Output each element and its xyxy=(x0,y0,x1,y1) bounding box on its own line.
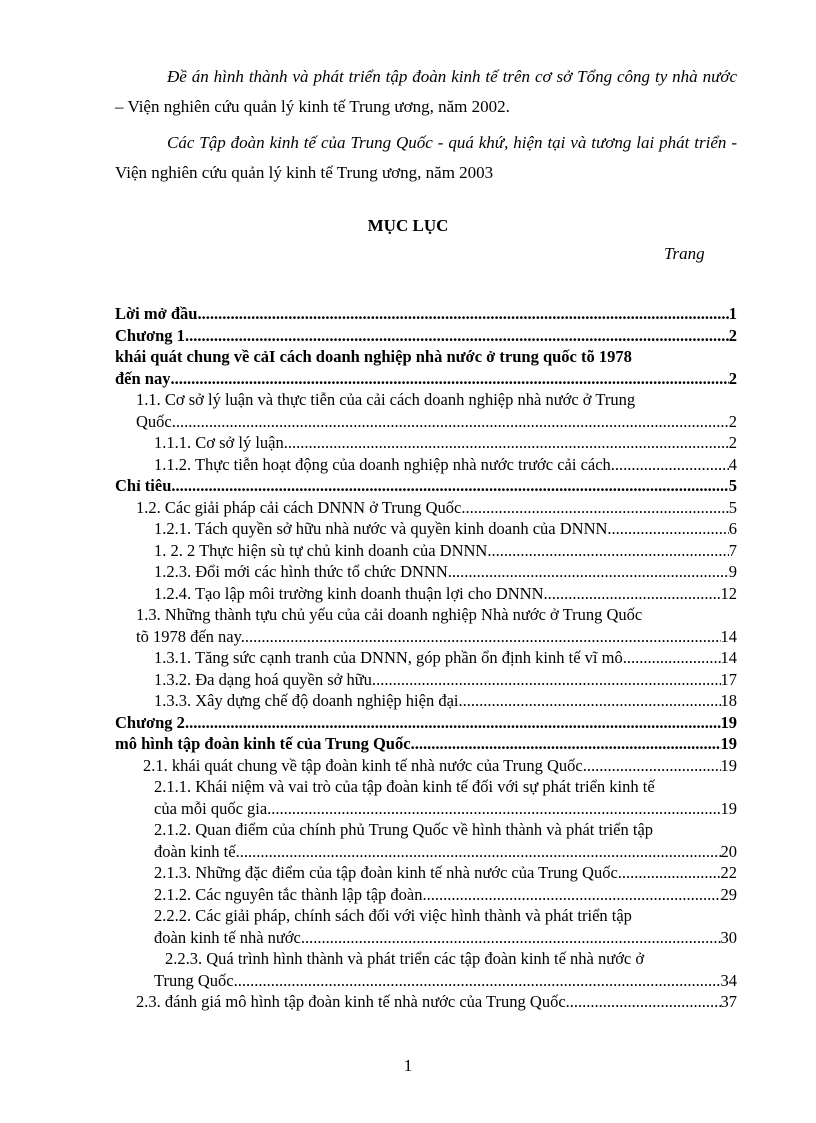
toc-entry[interactable]: 2.1.2. Các nguyên tắc thành lập tập đoàn. ..... 29 xyxy=(115,884,737,906)
toc-entry[interactable]: 1.2.4. Tạo lập môi trường kinh doanh thuận lợi cho DNNN. ..... 12 xyxy=(115,583,737,605)
toc-entry[interactable]: 2.1.1. Khái niệm và vai trò của tập đoàn kinh tế đối với sự phát triển kinh tế của mỗi quốc gia. ..... 19 xyxy=(115,776,737,819)
toc-entry[interactable]: 1. 2. 2 Thực hiện sù tự chủ kinh doanh của DNNN ..... 7 xyxy=(115,540,737,562)
toc-entry[interactable]: Chỉ tiêu ..... 5 xyxy=(115,475,737,497)
toc-entry[interactable]: 2.3. đánh giá mô hình tập đoàn kinh tế nhà nước của Trung Quốc ..... 37 xyxy=(115,991,737,1013)
toc-entry[interactable]: 1.1.2. Thực tiễn hoạt động của doanh nghiệp nhà nước trước cải cách. ..... 4 xyxy=(115,454,737,476)
toc-entry[interactable]: 1.2.3. Đổi mới các hình thức tổ chức DNNN. ..... 9 xyxy=(115,561,737,583)
toc-entry[interactable]: Chương 1 ..... 2 xyxy=(115,325,737,347)
toc-entry[interactable]: 1.3.3. Xây dựng chế độ doanh nghiệp hiện đại. ..... 18 xyxy=(115,690,737,712)
toc-entry[interactable]: 2.2.3. Quá trình hình thành và phát triển các tập đoàn kinh tế nhà nước ở Trung Quốc ..... 34 xyxy=(115,948,737,991)
toc-page-label: Trang xyxy=(664,244,705,263)
toc-entry[interactable]: 1.2.1. Tách quyền sở hữu nhà nước và quyền kinh doanh của DNNN. ..... 6 xyxy=(115,518,737,540)
page-number: 1 xyxy=(403,1056,413,1075)
toc-title: MỤC LỤC xyxy=(367,216,449,235)
toc-entry[interactable]: Chương 2 ..... 19 xyxy=(115,712,737,734)
toc-entry[interactable]: 1.3. Những thành tựu chủ yếu của cải doanh nghiệp Nhà nước ở Trung Quốc tõ 1978 đến nay. ..... 14 xyxy=(115,604,737,647)
toc-entry[interactable]: 1.1. Cơ sở lý luận và thực tiễn của cải cách doanh nghiệp nhà nước ở Trung Quốc ..... 2 xyxy=(115,389,737,432)
table-of-contents xyxy=(115,303,737,1013)
reference-2-source: - Viện nghiên cứu quản lý kinh tế Trung ương, năm 2003 xyxy=(115,133,737,182)
toc-entry[interactable]: 1.2. Các giải pháp cải cách DNNN ở Trung Quốc ..... 5 xyxy=(115,497,737,519)
reference-2-title: Các Tập đoàn kinh tế của Trung Quốc - quá khứ, hiện tại và tương lai phát triển xyxy=(167,133,727,152)
toc-entry[interactable]: 1.1.1. Cơ sở lý luận. ..... 2 xyxy=(115,432,737,454)
toc-entry[interactable]: Lời mở đầu ..... 1 xyxy=(115,303,737,325)
toc-entry[interactable]: 2.1.2. Quan điểm của chính phủ Trung Quốc về hình thành và phát triển tập đoàn kinh tế. ..... 20 xyxy=(115,819,737,862)
toc-entry[interactable]: 2.1.3. Những đặc điểm của tập đoàn kinh tế nhà nước của Trung Quốc. ..... 22 xyxy=(115,862,737,884)
toc-entry[interactable]: mô hình tập đoàn kinh tế của Trung Quốc ..... 19 xyxy=(115,733,737,755)
reference-1-source: – Viện nghiên cứu quản lý kinh tế Trung ương, năm 2002. xyxy=(115,97,510,116)
toc-entry[interactable]: 1.3.2. Đa dạng hoá quyền sở hữu. ..... 17 xyxy=(115,669,737,691)
toc-entry[interactable]: 2.1. khái quát chung về tập đoàn kinh tế nhà nước của Trung Quốc ..... 19 xyxy=(115,755,737,777)
toc-entry[interactable]: khái quát chung về cảI cách doanh nghiệp nhà nước ở trung quốc tõ 1978 đến nay ..... 2 xyxy=(115,346,737,389)
reference-2 xyxy=(115,128,737,188)
toc-entry[interactable]: 2.2.2. Các giải pháp, chính sách đối với việc hình thành và phát triển tập đoàn kinh tế nhà nước. ..... 30 xyxy=(115,905,737,948)
toc-entry[interactable]: 1.3.1. Tăng sức cạnh tranh của DNNN, góp phần ổn định kinh tế vĩ mô. ..... 14 xyxy=(115,647,737,669)
reference-1 xyxy=(115,62,737,122)
reference-1-title: Đề án hình thành và phát triển tập đoàn kinh tế trên cơ sở Tổng công ty nhà nước xyxy=(167,67,737,86)
